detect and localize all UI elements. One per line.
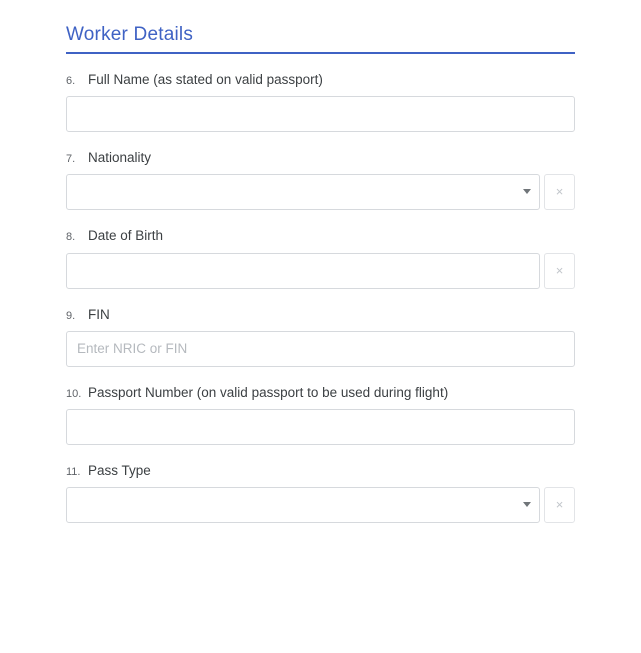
clear-date-of-birth-button[interactable]: × bbox=[544, 253, 575, 289]
input-row-full-name bbox=[66, 96, 575, 132]
field-number: 6. bbox=[66, 75, 76, 87]
field-label-date-of-birth bbox=[66, 228, 575, 244]
field-label-nationality bbox=[66, 150, 575, 166]
field-fin bbox=[66, 307, 575, 367]
clear-pass-type-button[interactable]: × bbox=[544, 487, 575, 523]
clear-nationality-button[interactable]: × bbox=[544, 174, 575, 210]
field-number: 8. bbox=[66, 231, 76, 244]
field-number: 11. bbox=[66, 465, 81, 478]
input-row-date-of-birth bbox=[66, 253, 575, 289]
field-passport-number bbox=[66, 385, 575, 445]
field-label-full-name bbox=[66, 72, 575, 88]
field-label-text: FIN bbox=[88, 306, 110, 322]
input-row-pass-type bbox=[66, 487, 575, 523]
full-name-input[interactable] bbox=[66, 96, 575, 132]
field-label-text: Date of Birth bbox=[88, 228, 164, 244]
field-number: 7. bbox=[66, 153, 76, 166]
field-nationality bbox=[66, 150, 575, 210]
nationality-select-value[interactable] bbox=[66, 174, 540, 210]
chevron-down-icon[interactable] bbox=[523, 189, 531, 194]
input-row-fin bbox=[66, 331, 575, 367]
field-number: 10. bbox=[66, 387, 82, 400]
input-row-nationality bbox=[66, 174, 575, 210]
field-full-name bbox=[66, 72, 575, 132]
field-label-fin bbox=[66, 307, 575, 323]
field-date-of-birth bbox=[66, 228, 575, 288]
chevron-down-icon[interactable] bbox=[523, 502, 531, 507]
section-header bbox=[66, 0, 575, 54]
page-title: Worker Details bbox=[66, 24, 194, 45]
field-label-passport-number bbox=[66, 385, 575, 401]
passport-number-input[interactable] bbox=[66, 409, 575, 445]
field-label-text: Passport Number (on valid passport to be used during flight) bbox=[88, 384, 449, 400]
pass-type-select[interactable] bbox=[66, 487, 540, 523]
nationality-select[interactable] bbox=[66, 174, 540, 210]
field-label-text: Pass Type bbox=[88, 462, 151, 478]
title-divider bbox=[66, 52, 575, 54]
input-row-passport-number bbox=[66, 409, 575, 445]
field-pass-type bbox=[66, 463, 575, 523]
field-number: 9. bbox=[66, 309, 76, 322]
fin-input[interactable] bbox=[66, 331, 575, 367]
field-label-text: Full Name (as stated on valid passport) bbox=[88, 72, 323, 87]
field-label-text: Nationality bbox=[88, 150, 152, 166]
pass-type-select-value[interactable] bbox=[66, 487, 540, 523]
date-of-birth-field[interactable] bbox=[66, 253, 540, 289]
date-of-birth-input[interactable] bbox=[66, 253, 540, 289]
field-label-pass-type bbox=[66, 463, 575, 479]
page-bottom-edge bbox=[0, 649, 641, 653]
